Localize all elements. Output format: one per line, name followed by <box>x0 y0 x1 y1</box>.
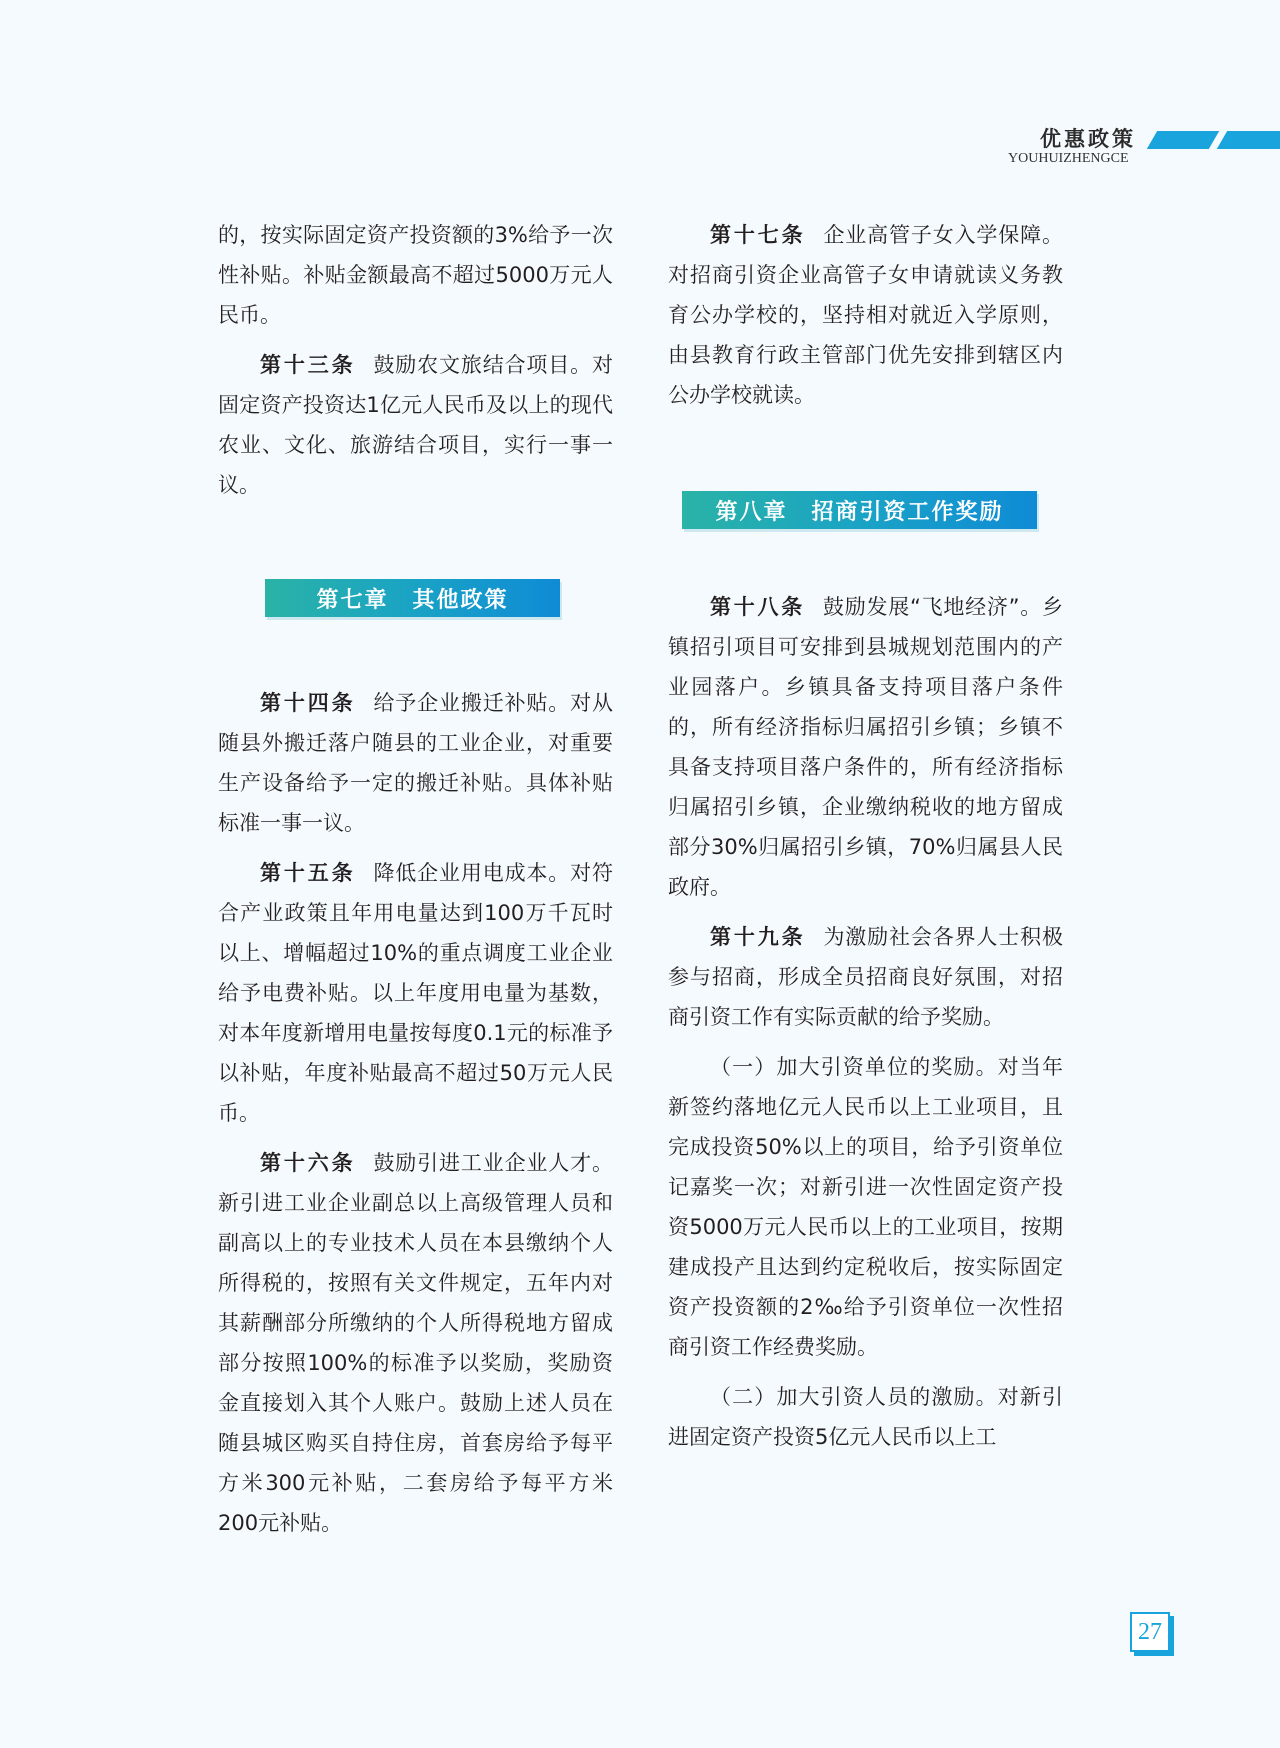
list-item-2: （二）加大引资人员的激励。对新引进固定资产投资5亿元人民币以上工 <box>668 1385 1063 1449</box>
article-13 <box>218 345 613 505</box>
article-title: 第十七条 <box>710 223 806 247</box>
article-title: 第十三条 <box>260 353 356 377</box>
page-number: 27 <box>1130 1612 1170 1652</box>
article-title: 第十九条 <box>710 925 806 949</box>
article-15 <box>218 853 613 1133</box>
article-text: 鼓励发展“飞地经济”。乡镇招引项目可安排到县城规划范围内的产业园落户。乡镇具备支持项目落户条件的，所有经济指标归属招引乡镇；乡镇不具备支持项目落户条件的，所有经济指标归属招引乡镇，企业缴纳税收的地方留成部分30%归属招引乡镇，70%归属县人民政府。 <box>668 595 1063 899</box>
article-text: 企业高管子女入学保障。对招商引资企业高管子女申请就读义务教育公办学校的，坚持相对就近入学原则，由县教育行政主管部门优先安排到辖区内公办学校就读。 <box>668 223 1064 407</box>
chapter-banner-7: 第七章 其他政策 <box>265 579 560 617</box>
article-title: 第十五条 <box>260 861 356 885</box>
article-16 <box>218 1143 613 1543</box>
article-17 <box>668 215 1063 415</box>
article-title: 第十八条 <box>710 595 805 619</box>
article-title: 第十四条 <box>260 691 356 715</box>
left-column-upper <box>218 215 613 515</box>
left-column-lower <box>218 683 613 1553</box>
article-18 <box>668 587 1063 907</box>
right-column-upper <box>668 215 1063 425</box>
section-subtitle: YOUHUIZHENGCE <box>1008 151 1129 166</box>
article-text: 降低企业用电成本。对符合产业政策且年用电量达到100万千瓦时以上、增幅超过10%的重点调度工业企业给予电费补贴。以上年度用电量为基数，对本年度新增用电量按每度0.1元的标准予以补贴，年度补贴最高不超过50万元人民币。 <box>218 861 614 1125</box>
chapter-banner-8: 第八章 招商引资工作奖励 <box>682 491 1037 529</box>
article-19 <box>668 917 1063 1037</box>
article-text: 给予企业搬迁补贴。对从随县外搬迁落户随县的工业企业，对重要生产设备给予一定的搬迁补贴。具体补贴标准一事一议。 <box>218 691 614 835</box>
right-column-lower <box>668 587 1063 1467</box>
paragraph: 的，按实际固定资产投资额的3%给予一次性补贴。补贴金额最高不超过5000万元人民币。 <box>218 223 613 327</box>
header-stripe-right <box>1217 131 1280 149</box>
article-text: 为激励社会各界人士积极参与招商，形成全员招商良好氛围，对招商引资工作有实际贡献的给予奖励。 <box>668 925 1064 1029</box>
section-title: 优惠政策 <box>1040 127 1136 151</box>
header-stripe-left <box>1147 131 1219 149</box>
list-item-1: （一）加大引资单位的奖励。对当年新签约落地亿元人民币以上工业项目，且完成投资50%以上的项目，给予引资单位记嘉奖一次；对新引进一次性固定资产投资5000万元人民币以上的工业项目，按期建成投产且达到约定税收后，按实际固定资产投资额的2‰给予引资单位一次性招商引资工作经费奖励。 <box>668 1055 1063 1359</box>
article-title: 第十六条 <box>260 1151 356 1175</box>
article-text: 鼓励引进工业企业人才。新引进工业企业副总以上高级管理人员和副高以上的专业技术人员在本县缴纳个人所得税的，按照有关文件规定，五年内对其薪酬部分所缴纳的个人所得税地方留成部分按照100%的标准予以奖励，奖励资金直接划入其个人账户。鼓励上述人员在随县城区购买自持住房，首套房给予每平方米300元补贴，二套房给予每平方米200元补贴。 <box>218 1151 614 1535</box>
article-text: 鼓励农文旅结合项目。对固定资产投资达1亿元人民币及以上的现代农业、文化、旅游结合项目，实行一事一议。 <box>218 353 614 497</box>
article-14 <box>218 683 613 843</box>
